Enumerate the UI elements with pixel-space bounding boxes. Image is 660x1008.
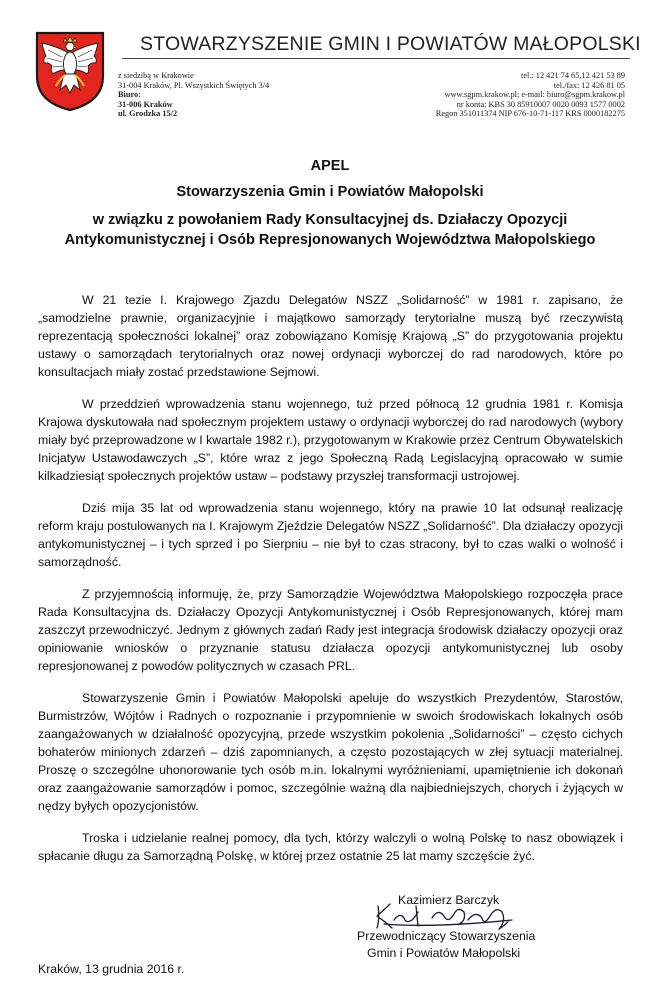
contact-fax: tel./fax: 12 426 81 05	[553, 80, 625, 90]
document-author-title: Stowarzyszenia Gmin i Powiatów Małopolski	[176, 184, 484, 200]
contact-phone: tel.: 12 421 74 65,12 421 53 89	[521, 71, 625, 80]
address-line: 31-006 Kraków	[118, 99, 173, 109]
subtitle-line: w związku z powołaniem Rady Konsultacyjnej ds. Działaczy Opozycji	[92, 212, 568, 228]
document-title: APEL	[310, 158, 350, 174]
contact-registry-ids: Regon 351011374 NIP 676-10-71-117 KRS 0000182275	[435, 109, 625, 119]
signatory-organization: Gmin i Powiatów Małopolski	[367, 946, 521, 960]
paragraph: Dziś mija 35 lat od wprowadzenia stanu wojennego, który na prawie 10 lat odsunął realizację reform kraju postulowanych na I. Krajowym Zjeździe Delegatów NSZZ „Solidarność”. Dla działaczy opozycji antykomunistycznej – i tych sprzed i po Sierpniu – nie był to czas stracony, był to czas walki o wolność i samorządność.	[38, 501, 623, 569]
organization-name: STOWARZYSZENIE GMIN I POWIATÓW MAŁOPOLSKI	[140, 33, 641, 55]
signatory-name: Kazimierz Barczyk	[398, 893, 500, 907]
address-block-left	[118, 71, 269, 119]
letter-body	[38, 292, 623, 880]
address-line: Biuro:	[118, 90, 141, 100]
contact-web-email: www.sgpm.krakow.pl; e-mail: biuro@sgpm.krakow.pl	[444, 90, 625, 100]
paragraph: Z przyjemnością informuję, że, przy Samorządzie Województwa Małopolskiego rozpoczęła prace Rada Konsultacyjna ds. Działaczy Opozycji Antykomunistycznej i Osób Represjonowanych, której mam zaszczyt przewodniczyć. Jednym z głównych zadań Rady jest integracja środowisk działaczy opozycji oraz opiniowanie wniosków o przyznanie statusu działacza opozycji antykomunistycznej lub osoby represjonowanej z powodów politycznych w czasach PRL.	[38, 587, 623, 673]
white-eagle-crest-icon	[34, 30, 106, 112]
place-and-date: Kraków, 13 grudnia 2016 r.	[38, 962, 185, 976]
paragraph: W przeddzień wprowadzenia stanu wojennego, tuż przed północą 12 grudnia 1981 r. Komisja Krajowa dyskutowała nad społecznym projektem ustawy o ordynacji wyborczej do rad narodowych (wybory miały być przeprowadzone w I kwartale 1982 r.), przygotowanym w Krakowie przez Centrum Obywatelskich Inicjatyw Ustawodawczych „S”, które wraz z jego Społeczną Radą Legislacyjną opracowało w sumie kilkadziesiąt społecznych projektów ustaw – podstawy przyszłej transformacji ustrojowej.	[38, 397, 624, 483]
header-divider	[122, 58, 630, 59]
paragraph: W 21 tezie I. Krajowego Zjazdu Delegatów NSZZ „Solidarność” w 1981 r. zapisano, że „samodzielne prawnie, organizacyjnie i majątkowo samorządy terytorialne muszą być rzeczywistą reprezentacją społeczności lokalnej” oraz zobowiązano Komisję Krajową „S” do przygotowania projektu ustawy o samorządach terytorialnych oraz nowej ordynacji wyborczej do rad narodowych, które po konsultacjach miały zostać przedstawione Sejmowi.	[38, 293, 623, 379]
contact-bank-account: nr konta: KBS 30 85910007 0020 0093 1577 0002	[456, 99, 625, 109]
address-line: 31-004 Kraków, Pl. Wszystkich Świętych 3/4	[118, 80, 270, 90]
document-subtitle	[60, 210, 600, 250]
subtitle-line: Antykomunistycznej i Osób Represjonowanych Województwa Małopolskiego	[64, 232, 596, 248]
signatory-role: Przewodniczący Stowarzyszenia	[357, 929, 536, 943]
paragraph: Stowarzyszenie Gmin i Powiatów Małopolski apeluje do wszystkich Prezydentów, Starostów, Burmistrzów, Wójtów i Radnych o rozpoznanie i przypomnienie w swoich środowiskach lokalnych osób zaangażowanych w działalność opozycyjną, przede wszystkim pokolenia „Solidarności” – często cichych bohaterów minionych zdarzeń – dziś zapomnianych, a często pozostających w złej sytuacji materialnej. Proszę o szczególne uhonorowanie tych osób m.in. lokalnymi wyróżnieniami, upamiętnienie ich dokonań oraz zaangażowanie samorządów i pomoc, szczególnie ważną dla najbiedniejszych, chorych i żyjących w nędzy byłych opozycjonistów.	[38, 691, 623, 813]
contact-block-right	[436, 71, 625, 119]
paragraph: Troska i udzielanie realnej pomocy, dla tych, którzy walczyli o wolną Polskę to nasz obowiązek i spłacanie długu za Samorządną Polskę, w której przez ostatnie 25 lat mamy szczęście żyć.	[38, 831, 623, 863]
address-line: ul. Grodzka 15/2	[118, 109, 178, 119]
address-line: z siedzibą w Krakowie	[118, 71, 194, 80]
